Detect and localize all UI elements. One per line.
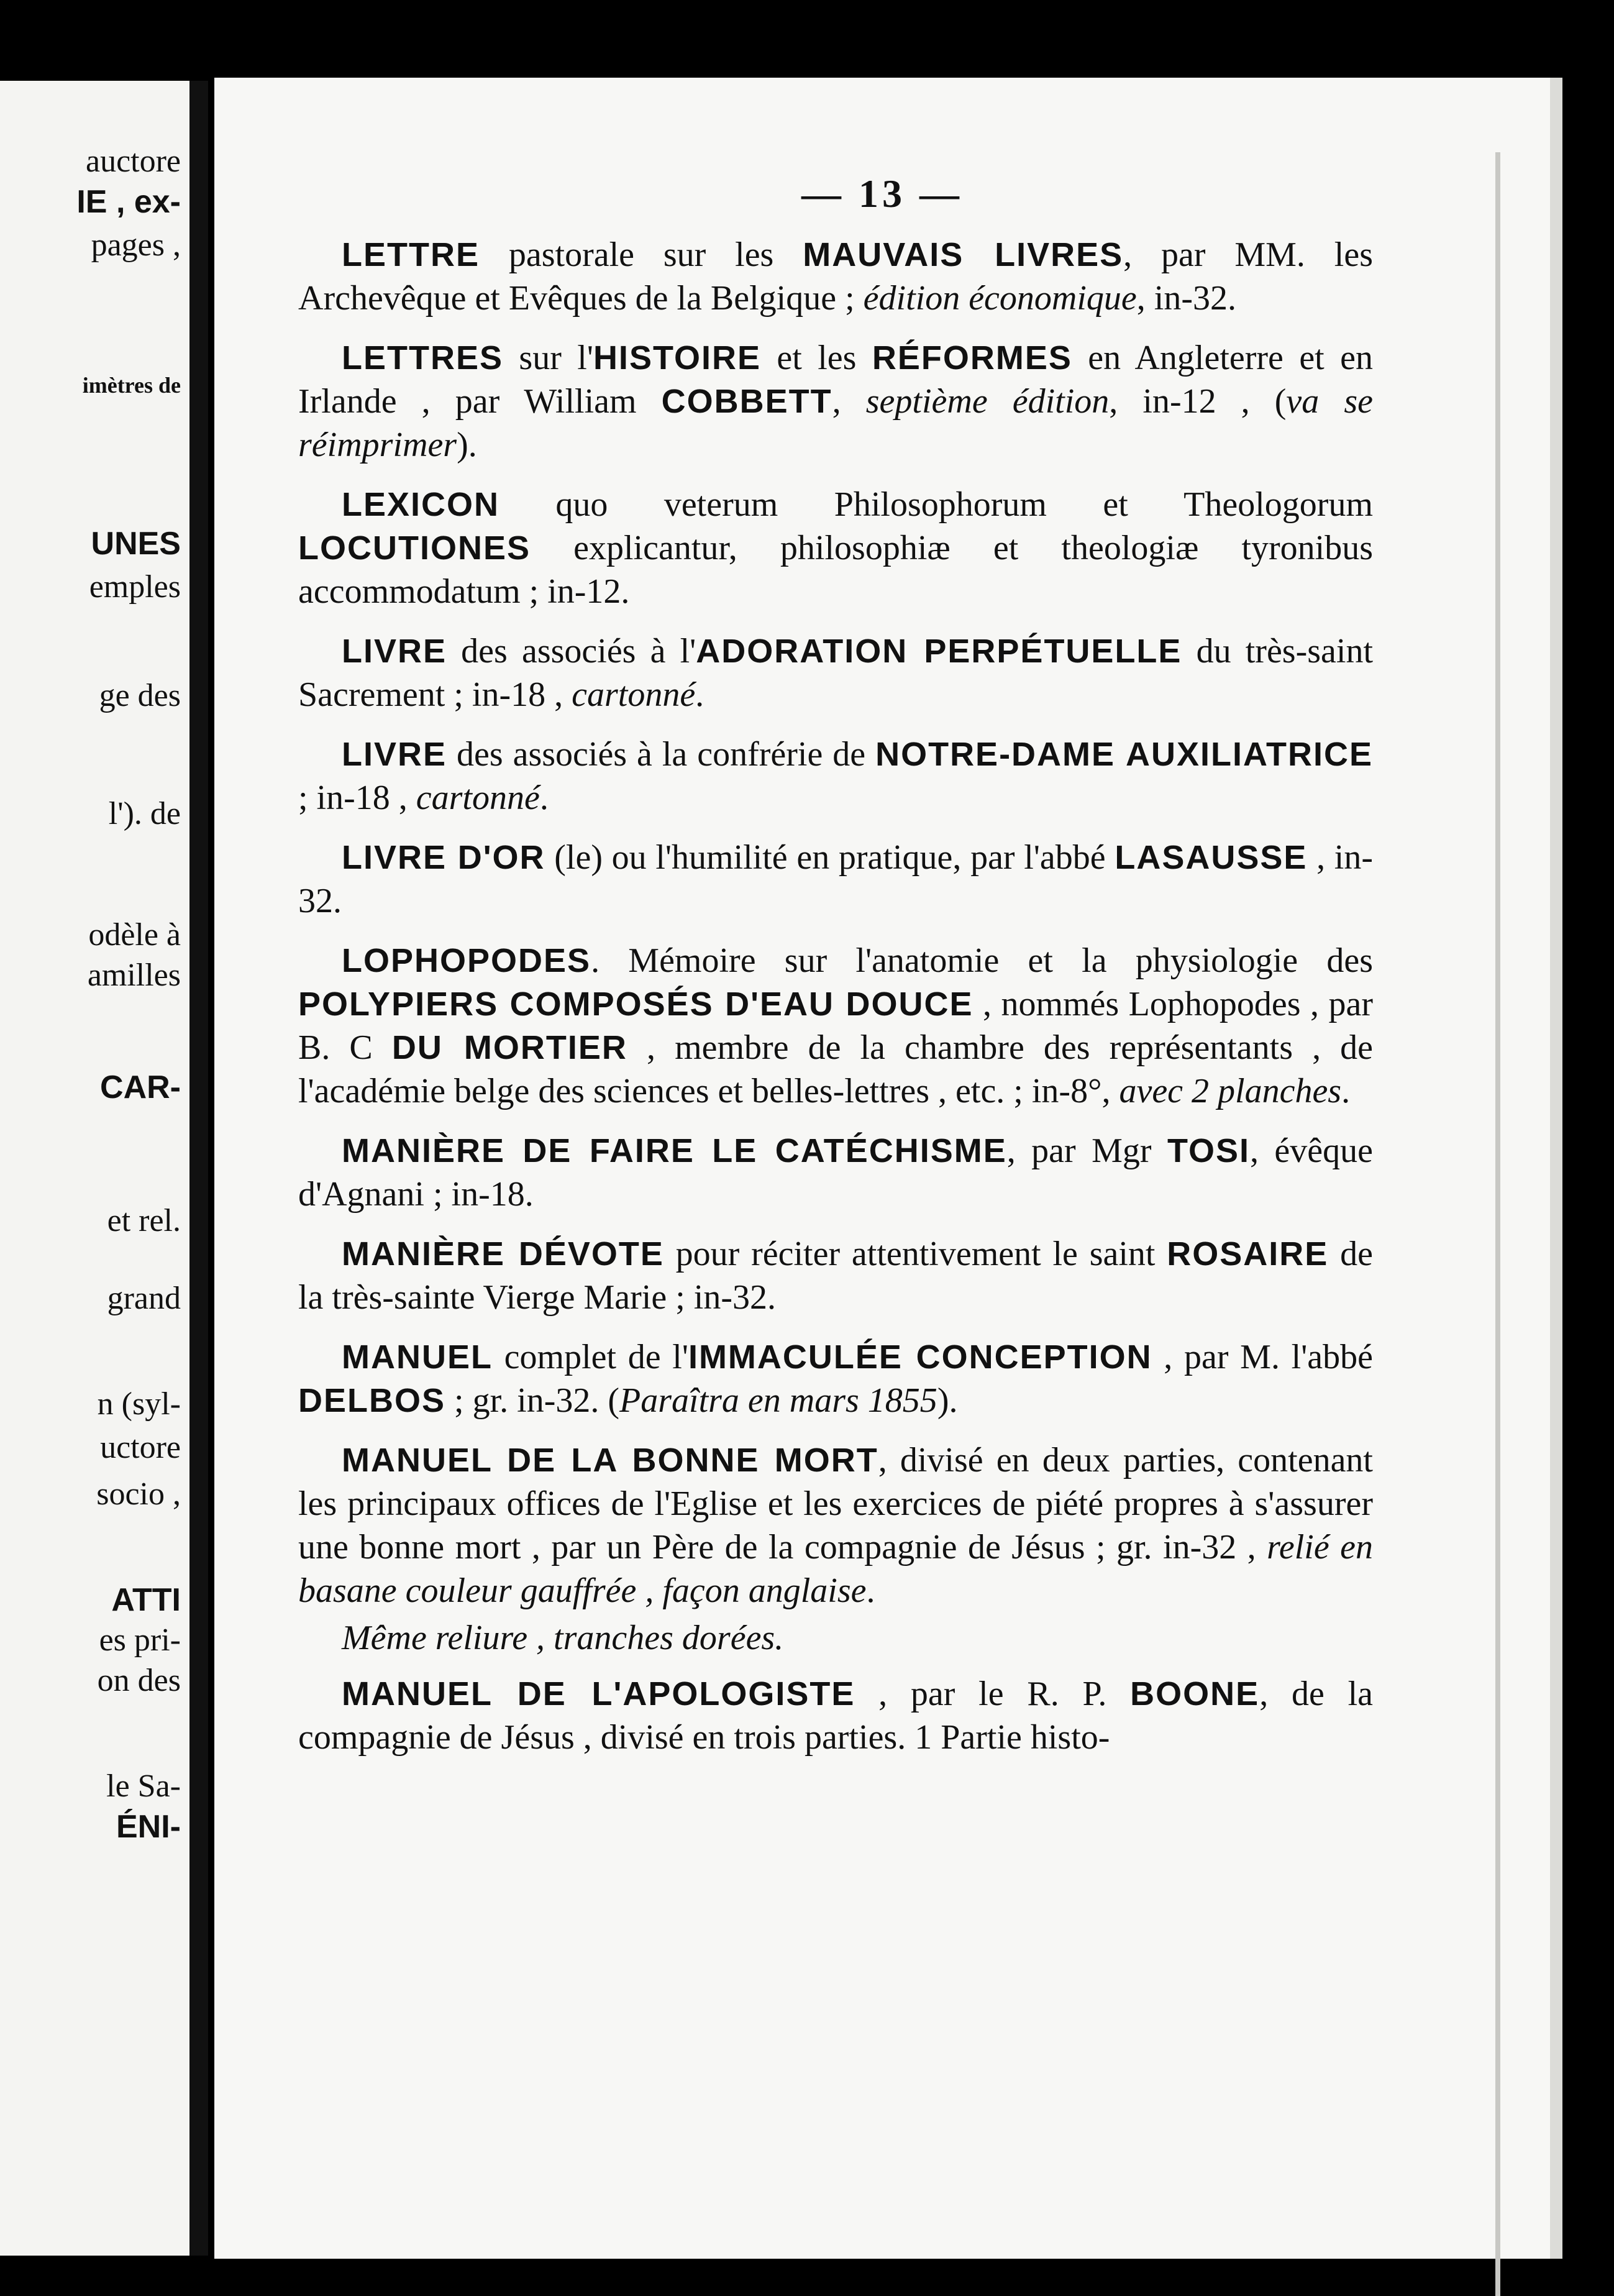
entry-keyword: ADORATION PERPÉTUELLE <box>696 633 1182 670</box>
catalog-entry <box>298 336 1373 467</box>
entry-text: des associés à l' <box>447 632 696 670</box>
facing-page-text: pages , <box>91 227 181 263</box>
entry-keyword: LETTRES <box>342 339 504 377</box>
facing-page-text: UNES <box>91 526 181 562</box>
entry-keyword: LIVRE D'OR <box>342 839 545 876</box>
page-edge <box>1495 152 1500 2296</box>
entry-italic-note: relié en basane couleur gauffrée , façon anglaise <box>298 1528 1373 1610</box>
facing-page-text: l'). de <box>108 796 181 831</box>
entry-keyword: POLYPIERS COMPOSÉS D'EAU DOUCE <box>298 986 973 1023</box>
entry-keyword: MAUVAIS LIVRES <box>803 236 1124 273</box>
entry-keyword: LOCUTIONES <box>298 529 531 567</box>
entry-text: du très-saint Sacrement ; in-18 , <box>298 632 1374 714</box>
entry-text: , par MM. les Archevêque et Evêques de la Belgique ; <box>298 236 1373 318</box>
entry-text: , divisé en deux parties, contenant les principaux offices de l'Eglise et les exercices de piété propres à s'assurer une bonne mort , par un Père de la compagnie de Jésus ; gr. in-32 , <box>298 1441 1373 1566</box>
entry-keyword: LETTRE <box>342 236 480 273</box>
entry-text: (le) ou l'humilité en pratique, par l'abbé <box>545 838 1115 877</box>
entry-text: , par M. l'abbé <box>1152 1338 1374 1376</box>
entry-keyword: LIVRE <box>342 633 447 670</box>
entry-text: pour réciter attentivement le saint <box>663 1235 1167 1273</box>
catalog-entry <box>298 1335 1373 1422</box>
facing-page-text: IE , ex- <box>76 184 181 220</box>
catalog-entry <box>298 233 1373 320</box>
catalog-entry <box>298 483 1373 613</box>
entry-keyword: MANUEL <box>342 1338 493 1376</box>
entry-italic-note: cartonné <box>416 779 540 817</box>
entry-text: , in-32. <box>298 838 1373 920</box>
entry-text: , in-32. <box>1136 279 1236 318</box>
facing-page-text: et rel. <box>107 1203 181 1238</box>
facing-page-text: CAR- <box>100 1069 181 1105</box>
entry-text: ). <box>937 1381 958 1420</box>
entry-text: ; gr. in-32. ( <box>445 1381 620 1420</box>
facing-page-text: le Sa- <box>106 1768 181 1804</box>
entry-text: , membre de la chambre des représentants , de l'académie belge des sciences et belles-lettres , etc. ; in-8°, <box>298 1028 1374 1110</box>
page-number: — 13 — <box>801 172 963 216</box>
entry-text: , par le R. P. <box>855 1675 1131 1713</box>
entry-text: , par Mgr <box>1006 1132 1167 1170</box>
entry-italic-note: cartonné <box>572 675 696 714</box>
facing-page-text: socio , <box>96 1476 181 1512</box>
entry-keyword: LASAUSSE <box>1115 839 1308 876</box>
entry-text: , nommés Lophopodes , par B. C <box>298 985 1374 1067</box>
entry-text: , <box>832 382 866 421</box>
facing-page-text: imètres de <box>82 373 181 398</box>
entry-keyword: DELBOS <box>298 1382 446 1419</box>
catalog-entry <box>298 629 1373 716</box>
entry-keyword: BOONE <box>1130 1675 1260 1713</box>
entry-text: . <box>695 675 704 714</box>
entry-keyword: TOSI <box>1167 1132 1250 1169</box>
entry-keyword: RÉFORMES <box>872 339 1072 377</box>
facing-page-text: emples <box>89 569 181 605</box>
entry-italic-note: avec 2 planches <box>1119 1072 1342 1110</box>
facing-page-text: n (syl- <box>97 1386 181 1422</box>
entry-text: des associés à la confrérie de <box>447 735 876 774</box>
entry-keyword: LEXICON <box>342 486 500 523</box>
facing-page-text: uctore <box>100 1430 181 1465</box>
entry-text: . Mémoire sur l'anatomie et la physiologie des <box>591 941 1373 980</box>
facing-page-text: es pri- <box>99 1622 181 1658</box>
facing-page-text: grand <box>107 1281 181 1316</box>
facing-page-text: auctore <box>85 144 181 179</box>
entry-italic-note: septième édition <box>865 382 1110 421</box>
entry-keyword: MANIÈRE DÉVOTE <box>342 1235 664 1273</box>
catalog-page <box>214 78 1562 2259</box>
entry-italic-note: édition économique <box>863 279 1137 318</box>
catalog-entry <box>298 1438 1373 1612</box>
entry-text: , in-12 , ( <box>1109 382 1287 421</box>
catalog-entries <box>298 233 1373 1775</box>
facing-page-text: ÉNI- <box>116 1809 181 1845</box>
catalog-entry <box>298 733 1373 820</box>
entry-text: quo veterum Philosophorum et Theologorum <box>499 485 1373 524</box>
entry-text: de la très-sainte Vierge Marie ; in-32. <box>298 1235 1373 1317</box>
catalog-entry <box>298 1672 1373 1759</box>
entry-text: . <box>866 1571 875 1610</box>
entry-text: en Angleterre et en Irlande , par William <box>298 339 1373 421</box>
catalog-entry <box>298 939 1373 1113</box>
entry-text: ; in-18 , <box>298 779 416 817</box>
catalog-entry <box>298 1129 1373 1216</box>
facing-page-text: odèle à <box>88 917 181 953</box>
entry-keyword: LOPHOPODES <box>342 942 591 979</box>
facing-page-text: ATTI <box>111 1582 181 1618</box>
entry-text: pastorale sur les <box>480 236 803 274</box>
entry-text: . <box>539 779 549 817</box>
entry-text: , de la compagnie de Jésus , divisé en trois parties. 1 Partie histo- <box>298 1675 1373 1757</box>
entry-text: sur l' <box>503 339 593 377</box>
entry-text: , évêque d'Agnani ; in-18. <box>298 1132 1373 1214</box>
entry-text: complet de l' <box>492 1338 688 1376</box>
entry-variant-line: Même reliure , tranches dorées. <box>342 1619 784 1657</box>
entry-text: ). <box>457 426 477 464</box>
entry-keyword: HISTOIRE <box>593 339 761 377</box>
entry-keyword: COBBETT <box>661 383 832 420</box>
entry-keyword: DU MORTIER <box>391 1029 627 1066</box>
entry-italic-note: va se réimprimer <box>298 382 1374 464</box>
entry-keyword: MANUEL DE L'APOLOGISTE <box>342 1675 855 1713</box>
entry-keyword: MANUEL DE LA BONNE MORT <box>342 1442 878 1479</box>
facing-page-text: ge des <box>99 678 181 713</box>
book-gutter <box>189 81 208 2256</box>
entry-text: . <box>1341 1072 1351 1110</box>
entry-keyword: LIVRE <box>342 736 447 773</box>
entry-italic-note: Paraîtra en mars 1855 <box>619 1381 937 1420</box>
entry-keyword: IMMACULÉE CONCEPTION <box>688 1338 1152 1376</box>
catalog-entry <box>298 1232 1373 1319</box>
facing-page-text: on des <box>97 1663 181 1698</box>
entry-keyword: NOTRE-DAME AUXILIATRICE <box>875 736 1374 773</box>
facing-page <box>0 81 189 2256</box>
catalog-entry <box>298 836 1373 923</box>
entry-keyword: ROSAIRE <box>1167 1235 1329 1273</box>
entry-text: explicantur, philosophiæ et theologiæ tyronibus accommodatum ; in-12. <box>298 529 1373 611</box>
entry-keyword: MANIÈRE DE FAIRE LE CATÉCHISME <box>342 1132 1007 1169</box>
facing-page-text: amilles <box>87 958 181 993</box>
entry-text: et les <box>761 339 872 377</box>
